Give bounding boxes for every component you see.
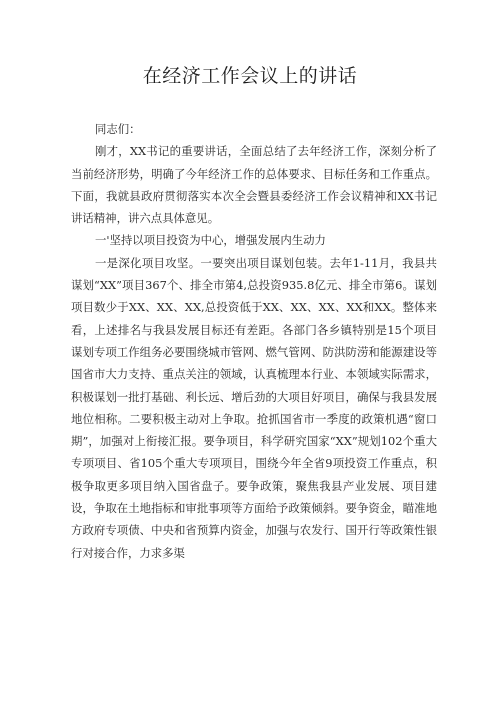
section-heading-1: 一'坚持以项目投资为中心，增强发展内生动力 [94, 233, 326, 248]
paragraph-intro: 刚才，XX书记的重要讲话，全面总结了去年经济工作，深刻分析了当前经济形势，明确了今年经济工作的总体要求、目标任务和工作重点。下面，我就县政府贯彻落实本次全会暨县委经济工作会议精神和XX书记讲话精神，讲六点具体意见。 [71, 144, 437, 226]
paragraph-project: 一是深化项目攻坚。一要突出项目谋划包装。去年1-11月，我县共谋划“XX”项目367个、排全市第4,总投资935.8亿元、排全市第6。谋划项目数少于XX、XX、XX,总投资低于XX、XX、XX、XX和XX。整体来看，上述排名与我县发展目标还有差距。各部门各乡镇特别是15个项目谋划专项工作组务必要围绕城市管网、燃气管网、防洪防涝和能源建设等国省市大力支持、重点关注的领域，认真梳理本行业、本领域实际需求，积极谋划一批打基础、利长远、增后劲的大项目好项目，确保与我县发展地位相称。二要积极主动对上争取。抢抓国省市一季度的政策机遇“窗口期”，加强对上衔接汇报。要争项目，科学研究国家“XX”规划102个重大专项项目、省105个重大专项项目，围绕今年全省9项投资工作重点，积极争取更多项目纳入国省盘子。要争政策，聚焦我县产业发展、项目建设，争取在土地指标和审批事项等方面给予政策倾斜。要争资金，瞄准地方政府专项债、中央和省预算内资金，加强与农发行、国开行等政策性银行对接合作，力求多渠 [71, 255, 437, 560]
greeting: 同志们： [94, 122, 141, 136]
document-title: 在经济工作会议上的讲话 [142, 65, 358, 87]
document-body [71, 118, 437, 564]
